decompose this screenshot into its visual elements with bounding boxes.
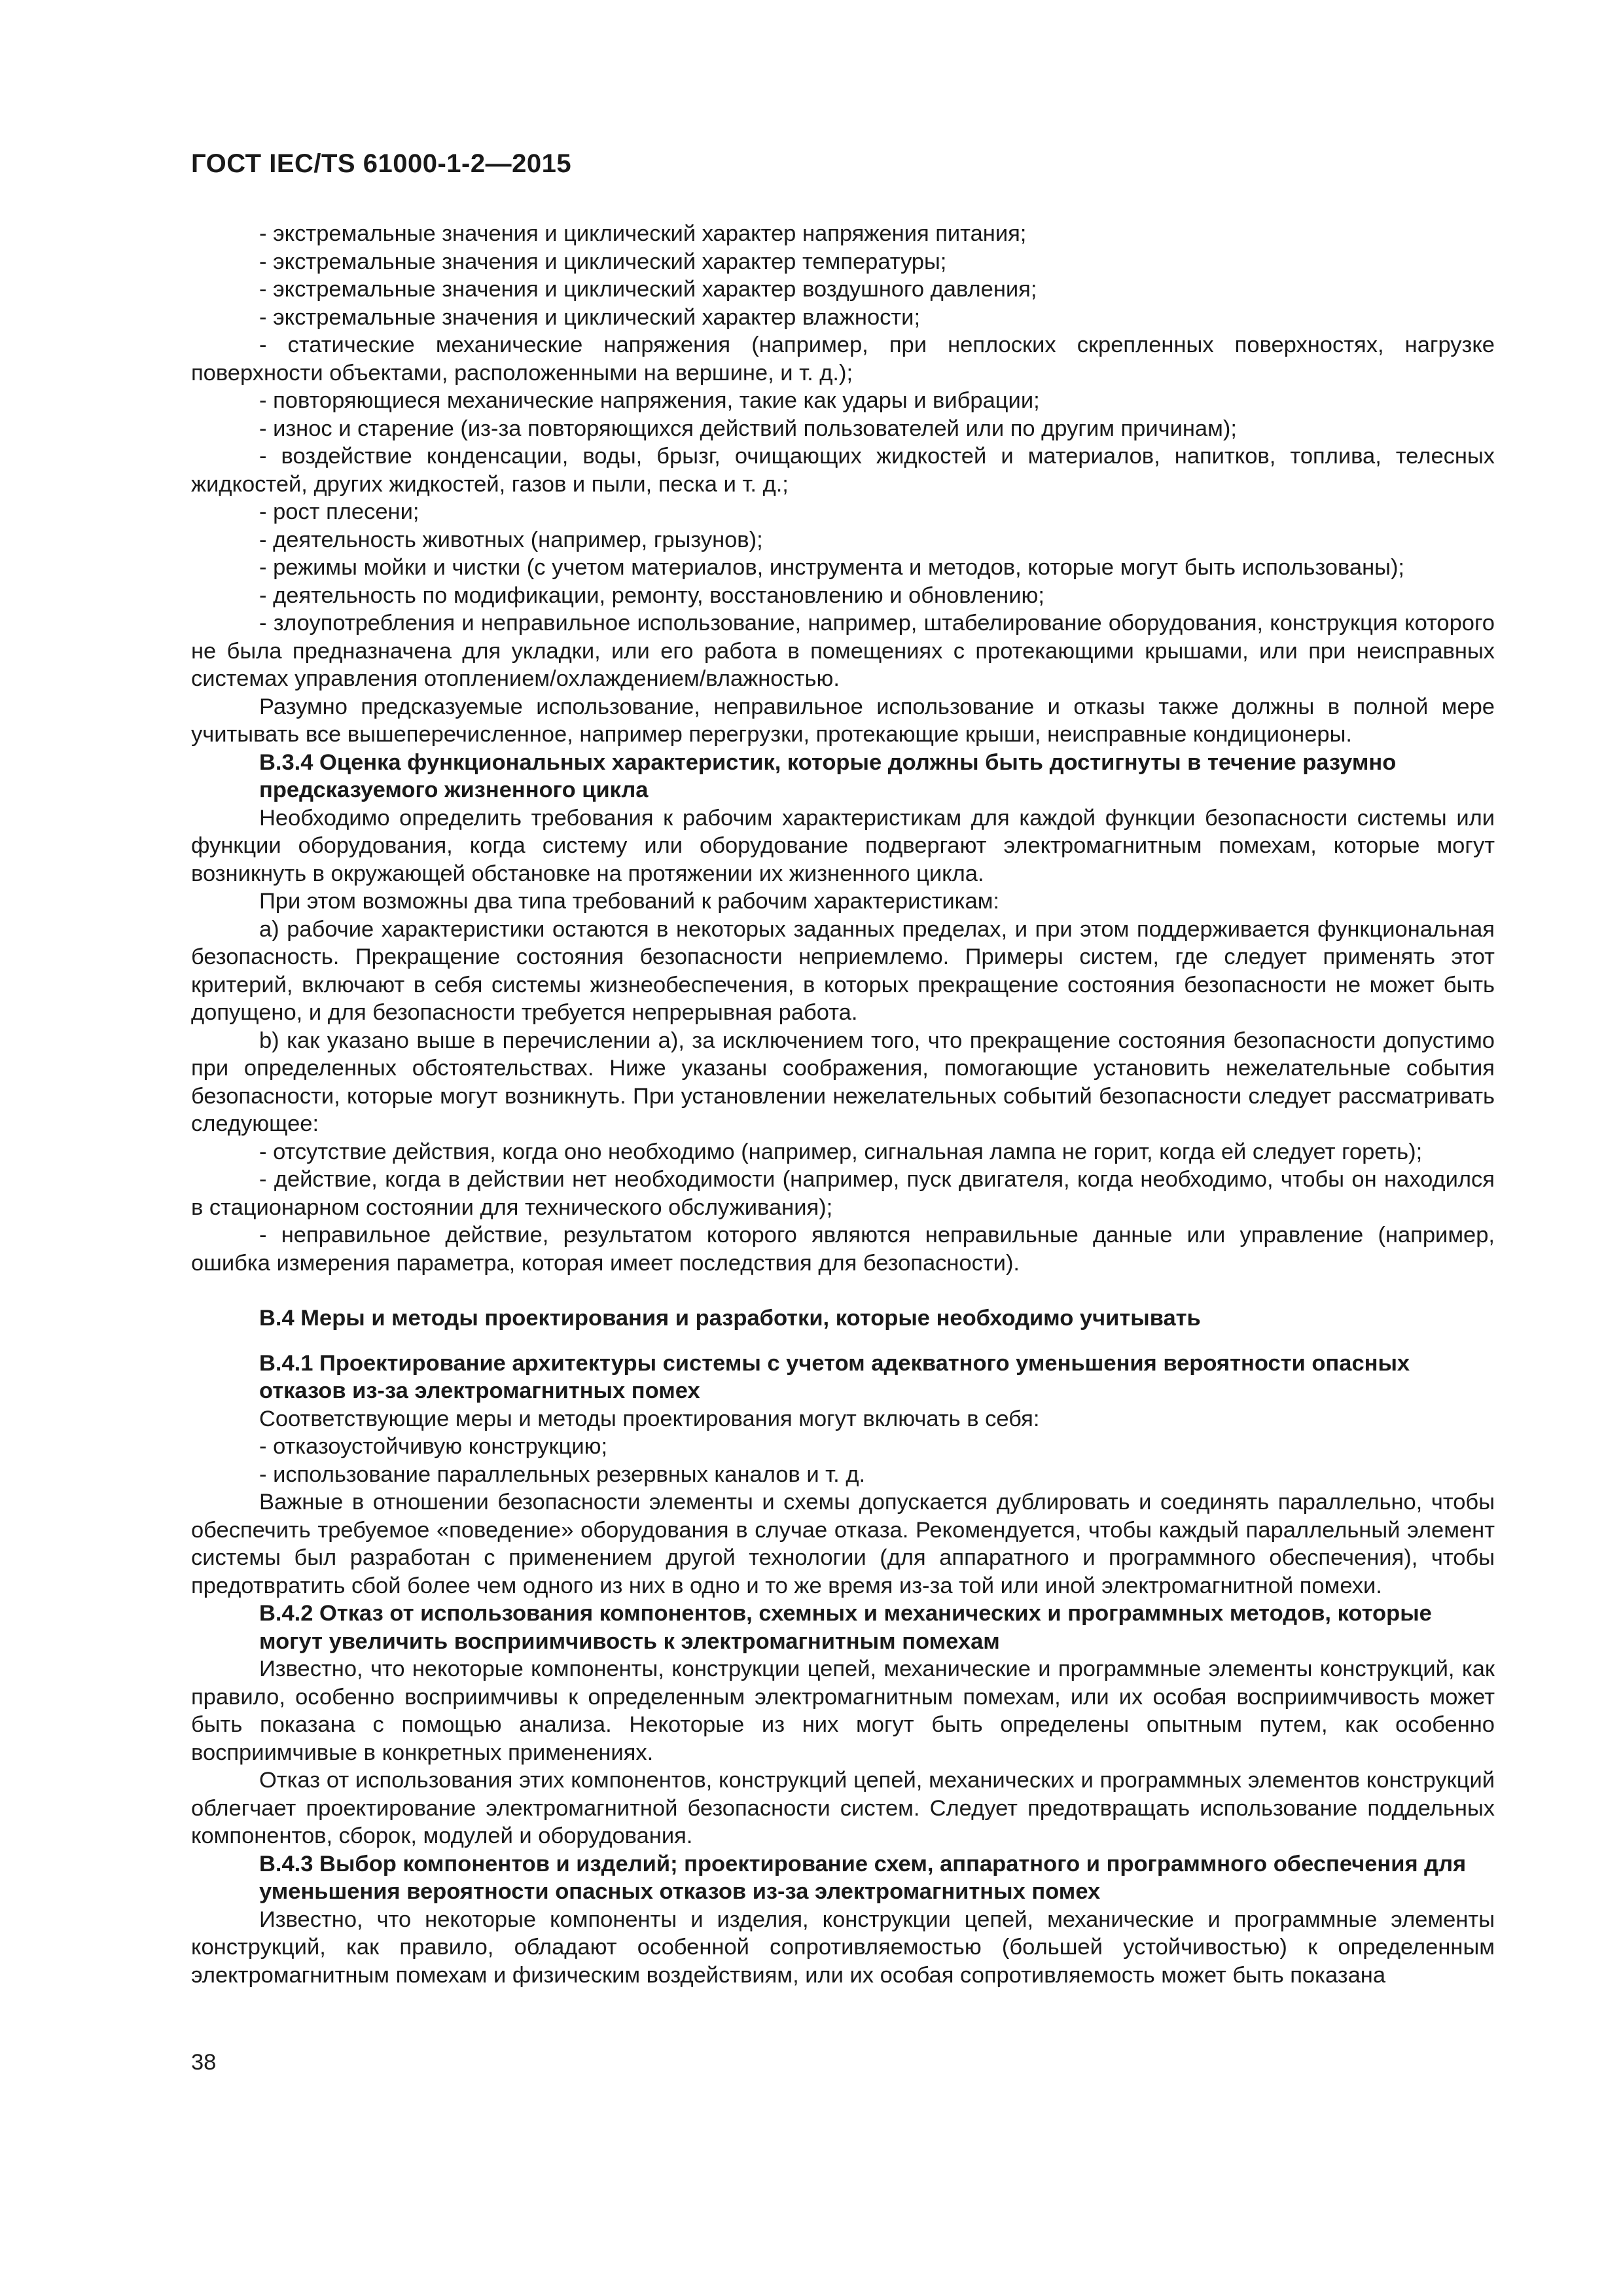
paragraph: - воздействие конденсации, воды, брызг, очищающих жидкостей и материалов, напитков, топлива, телесных жидкостей, других жидкостей, газов и пыли, песка и т. д.; bbox=[191, 444, 1495, 497]
paragraph: - действие, когда в действии нет необходимости (например, пуск двигателя, когда необходимо, чтобы он находился в стационарном состоянии для технического обслуживания); bbox=[191, 1167, 1495, 1220]
paragraph: - экстремальные значения и циклический характер влажности; bbox=[259, 304, 921, 330]
paragraph: - повторяющиеся механические напряжения, такие как удары и вибрации; bbox=[259, 388, 1040, 413]
paragraph: а) рабочие характеристики остаются в некоторых заданных пределах, и при этом поддерживается функциональная безопасность. Прекращение состояния безопасности неприемлемо. Примеры систем, где следует применять этот критерий, включают в себя системы жизнеобеспечения, в которых прекращение состояния безопасности не может быть допущено, и для безопасности требуется непрерывная работа. bbox=[191, 916, 1495, 1025]
paragraph: - деятельность животных (например, грызунов); bbox=[259, 527, 763, 552]
paragraph: Важные в отношении безопасности элементы и схемы допускается дублировать и соединять параллельно, чтобы обеспечить требуемое «поведение» оборудования в случае отказа. Рекомендуется, чтобы каждый параллельный элемент системы был разработан с применением другой технологии (для аппаратного и программного обеспечения), чтобы предотвратить сбой более чем одного из них в одно и то же время из-за той или иной электромагнитной помехи. bbox=[191, 1490, 1495, 1598]
section-heading: В.4.1 Проектирование архитектуры системы с учетом адекватного уменьшения вероятности опасных отказов из-за электромагнитных помех bbox=[259, 1350, 1410, 1403]
page-number: 38 bbox=[191, 2050, 217, 2075]
paragraph: Известно, что некоторые компоненты и изделия, конструкции цепей, механические и программные элементы конструкций, как правило, обладают особенной сопротивляемостью (большей устойчивостью) к определенным электромагнитным помехам и физическим воздействиям, или их особая сопротивляемость может быть показана bbox=[191, 1907, 1495, 1988]
paragraph: - износ и старение (из-за повторяющихся действий пользователей или по другим причинам); bbox=[259, 416, 1237, 441]
paragraph: При этом возможны два типа требований к рабочим характеристикам: bbox=[259, 889, 1000, 914]
paragraph: - рост плесени; bbox=[259, 499, 419, 524]
paragraph: - статические механические напряжения (например, при неплоских скрепленных поверхностях, нагрузке поверхности объектами, расположенными на вершине, и т. д.); bbox=[191, 332, 1495, 386]
paragraph: Необходимо определить требования к рабочим характеристикам для каждой функции безопасности системы или функции оборудования, когда систему или оборудование подвергают электромагнитным помехам, которые могут возникнуть в окружающей обстановке на протяжении их жизненного цикла. bbox=[191, 805, 1495, 886]
section-heading: В.3.4 Оценка функциональных характеристик, которые должны быть достигнуты в течение разумно предсказуемого жизненного цикла bbox=[259, 749, 1397, 802]
paragraph: - экстремальные значения и циклический характер воздушного давления; bbox=[259, 277, 1037, 302]
paragraph: Разумно предсказуемые использование, неправильное использование и отказы также должны в полной мере учитывать все вышеперечисленное, например перегрузки, протекающие крыши, неисправные кондиционеры. bbox=[191, 694, 1495, 747]
paragraph: - экстремальные значения и циклический характер температуры; bbox=[259, 249, 947, 274]
document-body bbox=[191, 220, 1495, 1989]
section-heading: В.4 Меры и методы проектирования и разработки, которые необходимо учитывать bbox=[259, 1306, 1201, 1331]
paragraph: b) как указано выше в перечислении а), за исключением того, что прекращение состояния безопасности допустимо при определенных обстоятельствах. Ниже указаны соображения, помогающие установить нежелательные события безопасности, которые могут возникнуть. При установлении нежелательных событий безопасности следует рассматривать следующее: bbox=[191, 1028, 1495, 1136]
paragraph: Отказ от использования этих компонентов, конструкций цепей, механических и программных элементов конструкций облегчает проектирование электромагнитной безопасности систем. Следует предотвращать использование поддельных компонентов, сборок, модулей и оборудования. bbox=[191, 1768, 1495, 1848]
paragraph: - деятельность по модификации, ремонту, восстановлению и обновлению; bbox=[259, 583, 1044, 608]
section-heading: В.4.3 Выбор компонентов и изделий; проектирование схем, аппаратного и программного обеспечения для уменьшения вероятности опасных отказов из-за электромагнитных помех bbox=[259, 1851, 1467, 1904]
paragraph: - отказоустойчивую конструкцию; bbox=[259, 1434, 608, 1459]
paragraph: - режимы мойки и чистки (с учетом материалов, инструмента и методов, которые могут быть использованы); bbox=[259, 555, 1405, 580]
paragraph: - отсутствие действия, когда оно необходимо (например, сигнальная лампа не горит, когда ей следует гореть); bbox=[259, 1139, 1423, 1164]
paragraph: - неправильное действие, результатом которого являются неправильные данные или управление (например, ошибка измерения параметра, которая имеет последствия для безопасности). bbox=[191, 1223, 1495, 1276]
paragraph: - использование параллельных резервных каналов и т. д. bbox=[259, 1462, 866, 1487]
paragraph: Известно, что некоторые компоненты, конструкции цепей, механические и программные элементы конструкций, как правило, особенно восприимчивы к определенным электромагнитным помехам, или их особая восприимчивость может быть показана с помощью анализа. Некоторые из них могут быть определены опытным путем, как особенно восприимчивые в конкретных применениях. bbox=[191, 1657, 1495, 1765]
paragraph: - злоупотребления и неправильное использование, например, штабелирование оборудования, конструкция которого не была предназначена для укладки, или его работа в помещениях с протекающими крышами, или при неисправных системах управления отоплением/охлаждением/влажностью. bbox=[191, 611, 1495, 691]
section-heading: В.4.2 Отказ от использования компонентов, схемных и механических и программных методов, которые могут увеличить восприимчивость к электромагнитным помехам bbox=[259, 1601, 1432, 1654]
standard-header: ГОСТ IEC/TS 61000-1-2—2015 bbox=[191, 149, 572, 178]
paragraph: Соответствующие меры и методы проектирования могут включать в себя: bbox=[259, 1406, 1040, 1431]
paragraph: - экстремальные значения и циклический характер напряжения питания; bbox=[259, 221, 1027, 246]
